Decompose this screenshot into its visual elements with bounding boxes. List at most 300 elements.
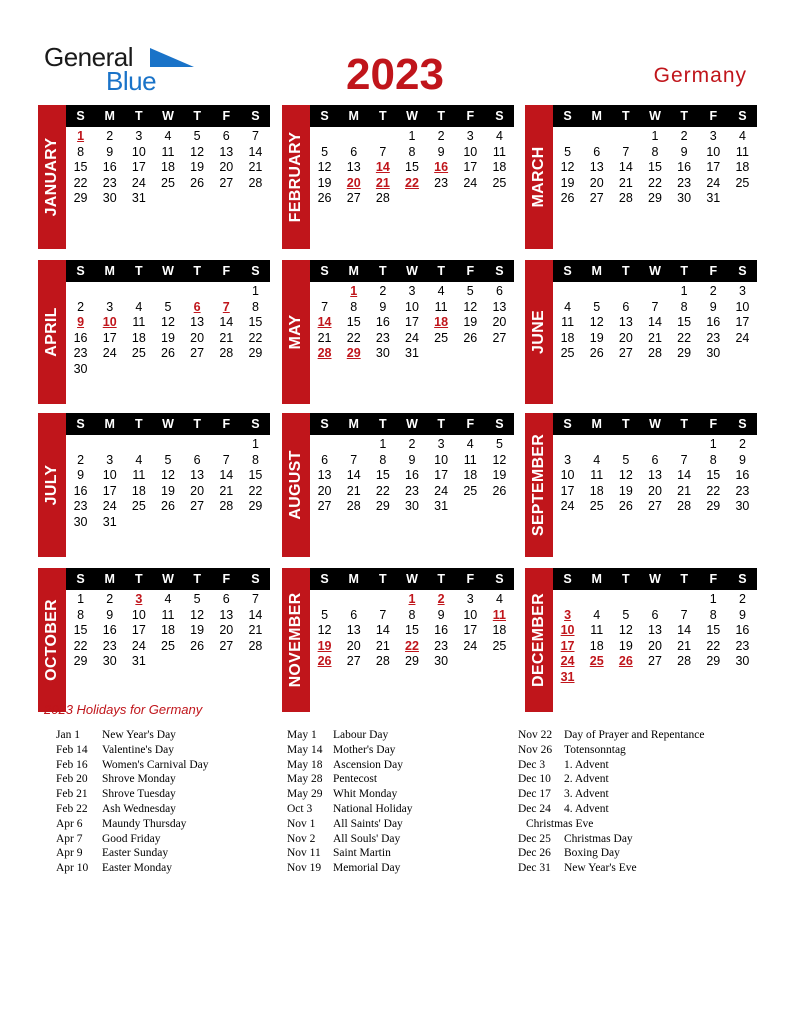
- weekday-label: M: [348, 417, 359, 431]
- weekday-label: F: [222, 417, 231, 431]
- weekday-label: M: [348, 264, 359, 278]
- weekday-label: F: [709, 417, 718, 431]
- day-cell: 30: [706, 346, 721, 360]
- holiday-name: Ascension Day: [333, 758, 403, 771]
- month-name: JANUARY: [43, 137, 60, 217]
- day-cell: 24: [706, 175, 721, 190]
- holiday-day-cell: 22: [405, 638, 419, 653]
- day-cell: 3: [106, 452, 114, 467]
- holiday-row: [56, 832, 296, 847]
- holiday-column: [287, 728, 527, 876]
- day-cell: 3: [135, 129, 143, 143]
- empty-day-cell: [553, 592, 582, 608]
- weekday-label: S: [738, 109, 747, 123]
- holiday-row: [518, 772, 758, 787]
- day-cell: 24: [463, 638, 478, 653]
- weekday-label: S: [495, 417, 504, 431]
- day-cell: 6: [193, 452, 201, 467]
- day-cell: 17: [463, 160, 478, 174]
- holiday-day-cell: 2: [437, 592, 445, 606]
- day-cell: 4: [437, 284, 445, 298]
- month-name: OCTOBER: [43, 599, 60, 681]
- month-september: [525, 413, 757, 557]
- holiday-date: Nov 26: [518, 743, 553, 756]
- weekday-label: F: [709, 264, 718, 278]
- day-cell: 16: [735, 468, 750, 482]
- holiday-day-cell: 29: [346, 346, 361, 360]
- day-cell: 26: [317, 191, 332, 205]
- day-cell: 16: [102, 623, 117, 637]
- day-cell: 18: [463, 468, 478, 482]
- day-cell: 19: [560, 175, 575, 190]
- day-cell: 12: [190, 607, 205, 622]
- day-cell: 11: [735, 144, 749, 159]
- day-cell: 20: [648, 638, 662, 653]
- day-cell: 9: [738, 452, 746, 467]
- day-cell: 28: [219, 499, 234, 513]
- day-cell: 13: [589, 160, 604, 174]
- day-cell: 14: [219, 315, 234, 329]
- day-cell: 7: [251, 592, 259, 606]
- weekday-label: T: [437, 572, 445, 586]
- weekday-label: M: [104, 109, 115, 123]
- holiday-day-cell: 14: [375, 160, 390, 174]
- day-cell: 16: [706, 315, 721, 329]
- day-cell: 7: [680, 452, 688, 467]
- day-cell: 14: [375, 623, 390, 637]
- empty-day-cell: [670, 592, 699, 608]
- day-cell: 25: [735, 175, 750, 190]
- holiday-date: Nov 1: [287, 817, 316, 830]
- day-cell: 16: [735, 623, 750, 637]
- day-cell: 15: [405, 160, 419, 174]
- weekday-label: F: [222, 109, 231, 123]
- holiday-day-cell: 10: [102, 315, 117, 329]
- day-cell: 22: [648, 175, 662, 190]
- day-cell: 14: [618, 160, 633, 174]
- day-cell: 4: [164, 129, 172, 143]
- day-cell: 28: [375, 191, 390, 205]
- weekday-header: [66, 413, 270, 435]
- month-name-bar: [525, 105, 553, 249]
- weekday-label: T: [135, 417, 143, 431]
- empty-day-cell: [339, 437, 368, 453]
- day-cell: 9: [437, 144, 445, 159]
- holiday-day-cell: 1: [408, 592, 416, 606]
- holiday-day-cell: 24: [560, 654, 575, 668]
- day-cell: 10: [434, 452, 449, 467]
- holiday-name: Shrove Tuesday: [102, 788, 176, 801]
- day-cell: 31: [434, 499, 449, 513]
- month-october: [38, 568, 270, 712]
- day-cell: 1: [251, 284, 259, 298]
- empty-day-cell: [153, 437, 182, 453]
- day-cell: 19: [589, 330, 604, 345]
- weekday-label: W: [406, 417, 418, 431]
- day-grid: [310, 129, 514, 207]
- weekday-header: [310, 260, 514, 282]
- day-cell: 2: [106, 129, 114, 143]
- day-cell: 24: [463, 175, 478, 190]
- weekday-label: F: [222, 572, 231, 586]
- day-cell: 14: [648, 315, 662, 329]
- month-august: [282, 413, 514, 557]
- holiday-row: [518, 743, 758, 758]
- day-cell: 8: [77, 607, 85, 622]
- day-cell: 30: [735, 654, 750, 668]
- day-cell: 13: [648, 623, 662, 637]
- day-cell: 26: [161, 346, 175, 360]
- holiday-date: May 18: [287, 758, 323, 771]
- day-cell: 21: [618, 175, 633, 190]
- day-cell: 2: [77, 299, 85, 314]
- holiday-name: Maundy Thursday: [102, 817, 187, 830]
- holiday-row: [287, 832, 527, 847]
- day-grid: [553, 129, 757, 207]
- logo-general-text: General: [44, 42, 133, 72]
- day-cell: 8: [251, 299, 259, 314]
- day-cell: 6: [593, 144, 601, 159]
- day-cell: 2: [680, 129, 688, 143]
- holiday-day-cell: 3: [135, 592, 143, 606]
- day-cell: 26: [161, 499, 175, 513]
- month-name-bar: [38, 568, 66, 712]
- day-cell: 13: [492, 299, 507, 314]
- day-cell: 14: [677, 623, 692, 637]
- holiday-name: Mother's Day: [333, 743, 396, 756]
- day-cell: 16: [375, 315, 390, 329]
- weekday-label: T: [379, 572, 387, 586]
- holiday-name: Ash Wednesday: [102, 802, 176, 815]
- holiday-row: [518, 846, 758, 861]
- weekday-label: W: [406, 572, 418, 586]
- holiday-name: New Year's Day: [102, 729, 176, 741]
- day-cell: 14: [219, 468, 234, 482]
- weekday-label: M: [104, 572, 115, 586]
- day-cell: 19: [190, 623, 205, 637]
- day-cell: 2: [437, 129, 445, 143]
- weekday-label: M: [348, 109, 359, 123]
- weekday-header: [66, 568, 270, 590]
- day-cell: 27: [190, 346, 205, 360]
- day-cell: 30: [735, 499, 750, 513]
- day-cell: 12: [190, 144, 205, 159]
- empty-day-cell: [310, 284, 339, 300]
- day-cell: 22: [706, 638, 721, 653]
- day-cell: 6: [651, 607, 659, 622]
- day-cell: 12: [317, 623, 332, 637]
- holiday-date: Nov 2: [287, 832, 316, 845]
- day-cell: 30: [677, 191, 692, 205]
- day-cell: 17: [405, 315, 419, 329]
- empty-day-cell: [95, 284, 124, 300]
- holidays-title: 2023 Holidays for Germany: [44, 702, 203, 717]
- day-cell: 25: [463, 483, 478, 498]
- day-cell: 9: [379, 299, 387, 314]
- day-cell: 31: [102, 514, 117, 529]
- day-grid: [553, 284, 757, 362]
- day-cell: 24: [735, 330, 750, 345]
- day-cell: 22: [706, 483, 721, 498]
- month-january: [38, 105, 270, 249]
- day-cell: 22: [346, 330, 361, 345]
- day-grid: [66, 592, 270, 670]
- day-cell: 22: [248, 483, 263, 498]
- holiday-day-cell: 1: [77, 129, 85, 143]
- day-cell: 9: [408, 452, 416, 467]
- day-cell: 11: [434, 299, 448, 314]
- day-cell: 28: [346, 499, 361, 513]
- weekday-label: S: [320, 264, 329, 278]
- day-cell: 21: [346, 483, 361, 498]
- day-cell: 29: [73, 191, 88, 205]
- day-cell: 7: [680, 607, 688, 622]
- day-cell: 30: [73, 514, 88, 529]
- holiday-day-cell: 14: [317, 315, 332, 329]
- empty-day-cell: [582, 284, 611, 300]
- month-may: [282, 260, 514, 404]
- day-cell: 2: [106, 592, 114, 606]
- holiday-row: [287, 802, 527, 817]
- day-cell: 2: [709, 284, 717, 298]
- month-june: [525, 260, 757, 404]
- holiday-row: [56, 802, 296, 817]
- holiday-row: [287, 728, 527, 743]
- month-name-bar: [282, 105, 310, 249]
- weekday-label: S: [320, 572, 329, 586]
- day-cell: 23: [434, 175, 449, 190]
- holiday-row: [56, 817, 296, 832]
- holiday-date: Dec 25: [518, 832, 551, 845]
- month-name: FEBRUARY: [287, 131, 304, 223]
- day-cell: 29: [375, 499, 390, 513]
- logo-blue-text: Blue: [106, 66, 157, 96]
- day-cell: 20: [190, 330, 205, 345]
- day-cell: 25: [161, 638, 175, 653]
- day-cell: 8: [350, 299, 358, 314]
- day-cell: 5: [321, 607, 329, 622]
- day-cell: 31: [405, 346, 419, 360]
- day-cell: 31: [131, 654, 146, 668]
- empty-day-cell: [95, 437, 124, 453]
- day-cell: 8: [379, 452, 387, 467]
- day-cell: 24: [131, 175, 146, 190]
- day-cell: 23: [73, 499, 88, 513]
- day-cell: 21: [317, 330, 332, 345]
- day-cell: 7: [251, 129, 259, 143]
- weekday-label: W: [162, 572, 174, 586]
- weekday-label: T: [193, 264, 201, 278]
- day-cell: 20: [219, 160, 234, 174]
- holiday-date: Dec 26: [518, 847, 551, 860]
- day-cell: 26: [560, 191, 575, 205]
- day-cell: 25: [560, 346, 575, 360]
- day-cell: 3: [564, 452, 572, 467]
- weekday-label: S: [76, 109, 85, 123]
- day-cell: 20: [346, 638, 361, 653]
- weekday-label: F: [466, 264, 475, 278]
- weekday-label: T: [437, 417, 445, 431]
- day-cell: 4: [564, 299, 572, 314]
- empty-day-cell: [368, 129, 397, 145]
- holiday-row: [56, 787, 296, 802]
- day-cell: 15: [405, 623, 419, 637]
- day-cell: 13: [190, 468, 205, 482]
- empty-day-cell: [553, 437, 582, 453]
- day-cell: 29: [248, 499, 263, 513]
- holiday-name: Memorial Day: [333, 862, 401, 875]
- weekday-label: T: [379, 264, 387, 278]
- day-cell: 19: [492, 468, 507, 482]
- holiday-name: Easter Sunday: [102, 847, 169, 860]
- day-cell: 13: [190, 315, 205, 329]
- day-cell: 8: [408, 144, 416, 159]
- day-cell: 23: [735, 483, 750, 498]
- day-cell: 21: [677, 483, 692, 498]
- day-cell: 10: [560, 468, 575, 482]
- day-cell: 18: [161, 623, 175, 637]
- day-cell: 9: [709, 299, 717, 314]
- day-cell: 14: [677, 468, 692, 482]
- holiday-name: Shrove Monday: [102, 773, 176, 786]
- holiday-date: Jan 1: [56, 729, 80, 741]
- holiday-name: 1. Advent: [564, 758, 609, 771]
- day-cell: 31: [131, 191, 146, 205]
- holiday-row: [56, 743, 296, 758]
- empty-day-cell: [582, 437, 611, 453]
- holiday-date: Nov 22: [518, 729, 553, 741]
- weekday-label: S: [495, 264, 504, 278]
- day-cell: 5: [622, 607, 630, 622]
- day-cell: 3: [466, 129, 474, 143]
- day-cell: 3: [437, 437, 445, 451]
- day-cell: 11: [590, 468, 604, 482]
- holiday-day-cell: 25: [589, 654, 604, 668]
- day-cell: 28: [677, 654, 692, 668]
- day-cell: 4: [135, 452, 143, 467]
- weekday-label: T: [193, 572, 201, 586]
- day-cell: 14: [248, 144, 263, 159]
- day-cell: 27: [648, 654, 662, 668]
- weekday-label: W: [649, 417, 661, 431]
- holiday-date: Dec 10: [518, 773, 551, 786]
- day-cell: 19: [161, 330, 175, 345]
- day-cell: 13: [618, 315, 633, 329]
- day-cell: 30: [102, 191, 117, 205]
- month-name: AUGUST: [287, 450, 304, 520]
- day-grid: [553, 437, 757, 515]
- month-name: DECEMBER: [530, 593, 547, 687]
- weekday-label: M: [591, 572, 602, 586]
- month-december: [525, 568, 757, 712]
- day-cell: 17: [434, 468, 449, 482]
- weekday-label: T: [680, 264, 688, 278]
- weekday-label: S: [76, 264, 85, 278]
- day-cell: 18: [492, 623, 507, 637]
- empty-day-cell: [153, 284, 182, 300]
- weekday-label: T: [622, 417, 630, 431]
- day-cell: 5: [593, 299, 601, 314]
- day-cell: 26: [463, 330, 478, 345]
- weekday-label: W: [406, 109, 418, 123]
- day-cell: 10: [706, 144, 721, 159]
- weekday-label: T: [680, 417, 688, 431]
- day-cell: 6: [222, 129, 230, 143]
- day-cell: 10: [405, 299, 419, 314]
- holiday-row: [518, 728, 758, 743]
- holiday-date: Oct 3: [287, 802, 313, 815]
- day-cell: 11: [161, 144, 175, 159]
- holiday-name: All Saints' Day: [333, 817, 403, 830]
- holiday-row: [518, 832, 758, 847]
- weekday-label: T: [379, 109, 387, 123]
- day-cell: 7: [350, 452, 358, 467]
- day-cell: 19: [618, 638, 633, 653]
- day-cell: 5: [193, 592, 201, 606]
- day-cell: 25: [434, 330, 449, 345]
- day-cell: 4: [164, 592, 172, 606]
- day-cell: 2: [77, 452, 85, 467]
- day-cell: 23: [375, 330, 390, 345]
- holiday-row: [56, 728, 296, 743]
- holiday-date: Feb 22: [56, 802, 88, 815]
- day-cell: 22: [677, 330, 692, 345]
- weekday-label: M: [591, 417, 602, 431]
- holiday-row: [518, 861, 758, 876]
- holiday-row: [518, 817, 758, 832]
- empty-day-cell: [670, 437, 699, 453]
- day-cell: 18: [131, 483, 146, 498]
- holiday-day-cell: 11: [492, 607, 507, 622]
- day-cell: 4: [593, 607, 601, 622]
- day-cell: 21: [677, 638, 692, 653]
- day-grid: [553, 592, 757, 685]
- day-cell: 4: [738, 129, 746, 143]
- day-cell: 8: [651, 144, 659, 159]
- day-cell: 2: [379, 284, 387, 298]
- day-cell: 8: [709, 452, 717, 467]
- month-name-bar: [525, 260, 553, 404]
- holiday-row: [287, 772, 527, 787]
- day-cell: 5: [164, 299, 172, 314]
- day-cell: 13: [648, 468, 662, 482]
- holiday-date: May 29: [287, 788, 323, 801]
- weekday-label: S: [563, 109, 572, 123]
- weekday-label: T: [135, 572, 143, 586]
- weekday-label: S: [495, 109, 504, 123]
- holiday-day-cell: 10: [560, 623, 575, 637]
- day-cell: 27: [190, 499, 205, 513]
- month-name: APRIL: [43, 307, 60, 357]
- holiday-day-cell: 22: [405, 175, 419, 190]
- day-cell: 15: [706, 623, 721, 637]
- holiday-date: May 1: [287, 729, 317, 741]
- empty-day-cell: [124, 284, 153, 300]
- weekday-label: T: [622, 264, 630, 278]
- holiday-row: [56, 772, 296, 787]
- weekday-label: M: [348, 572, 359, 586]
- day-cell: 19: [190, 160, 205, 174]
- weekday-label: S: [563, 572, 572, 586]
- day-cell: 15: [248, 315, 263, 329]
- holiday-day-cell: 17: [560, 638, 575, 653]
- day-cell: 24: [102, 346, 117, 360]
- empty-day-cell: [553, 284, 582, 300]
- day-grid: [310, 592, 514, 670]
- holiday-date: Dec 24: [518, 802, 551, 815]
- weekday-label: T: [622, 109, 630, 123]
- day-cell: 4: [466, 437, 474, 451]
